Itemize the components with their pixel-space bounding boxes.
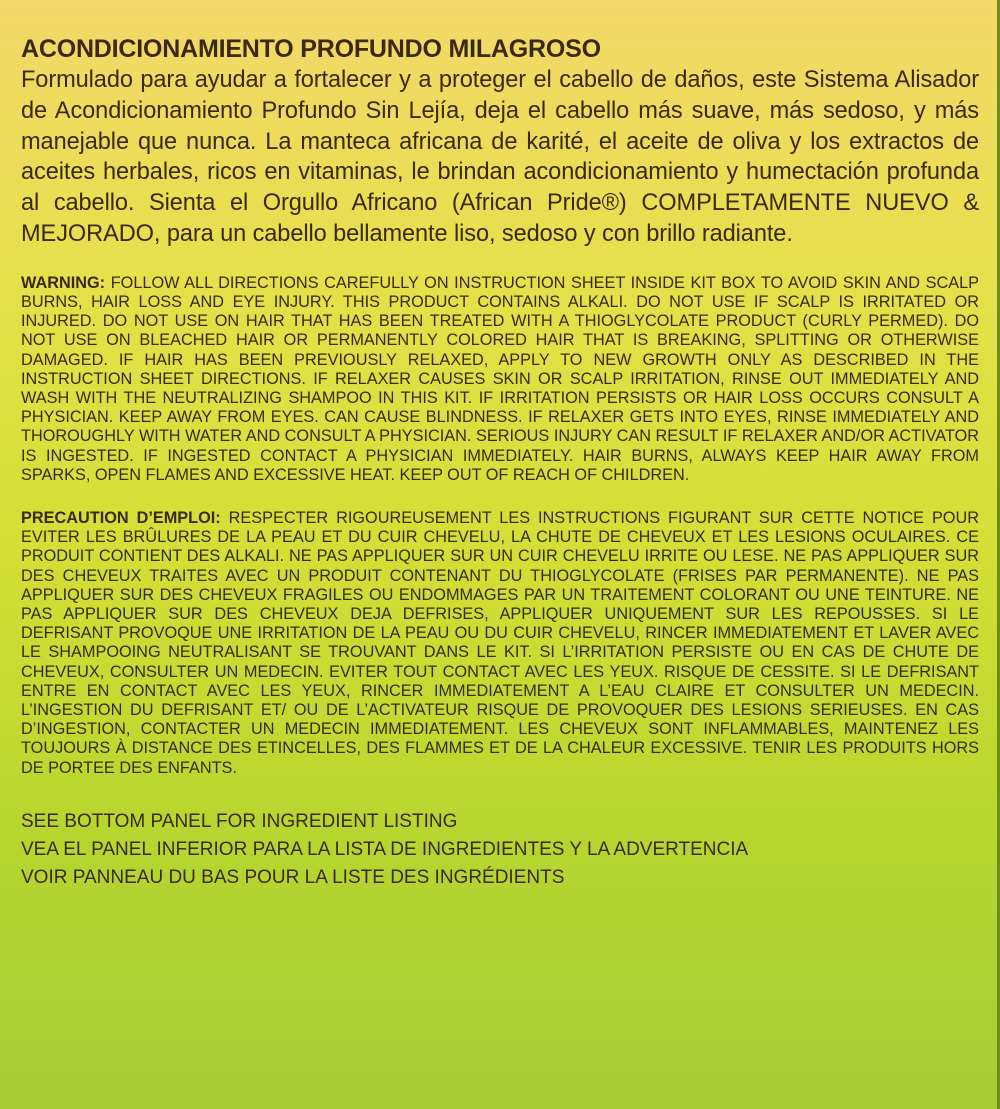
ingredient-notes	[21, 808, 979, 892]
warning-french-text: RESPECTER RIGOUREUSEMENT LES INSTRUCTIONS FIGURANT SUR CETTE NOTICE POUR EVITER LES BRÛLURES DE LA PEAU ET DU CUIR CHEVELU, LA CHUTE DE CHEVEUX ET LES LESIONS OCULAIRES. CE PRODUIT CONTIENT DES ALKALI. NE PAS APPLIQUER SUR UN CUIR CHEVELU IRRITE OU LESE. NE PAS APPLIQUER SUR DES CHEVEUX TRAITES AVEC UN PRODUIT CONTENANT DU THIOGLYCOLATE (FRISES PAR PERMANENTE). NE PAS APPLIQUER SUR DES CHEVEUX FRAGILES OU ENDOMMAGES PAR UN TRAITEMENT COLORANT OU UNE TEINTURE. NE PAS APPLIQUER SUR DES CHEVEUX DEJA DEFRISES, APPLIQUER UNIQUEMENT SUR LES REPOUSSES. SI LE DEFRISANT PROVOQUE UNE IRRITATION DE LA PEAU OU DU CUIR CHEVELU, RINCER IMMEDIATEMENT ET LAVER AVEC LE SHAMPOOING NEUTRALISANT SE TROUVANT DANS LE KIT. SI L’IRRITATION PERSISTE OU EN CAS DE CHUTE DE CHEVEUX, CONSULTER UN MEDECIN. EVITER TOUT CONTACT AVEC LES YEUX. RISQUE DE CESSITE. SI LE DEFRISANT ENTRE EN CONTACT AVEC LES YEUX, RINCER IMMEDIATEMENT A L’EAU CLAIRE ET CONSULTER UN MEDECIN. L’INGESTION DU DEFRISANT ET/ OU DE L’ACTIVATEUR RISQUE DE PROVOQUER DES LESIONS SERIEUSES. EN CAS D’INGESTION, CONTACTER UN MEDECIN IMMEDIATEMENT. LES CHEVEUX SONT INFLAMMABLES, MAINTENEZ LES TOUJOURS À DISTANCE DES ETINCELLES, DES FLAMMES ET DE LA CHALEUR EXCESSIVE. TENIR LES PRODUITS HORS DE PORTEE DES ENFANTS.	[21, 509, 979, 777]
warning-french-label: PRECAUTION D’EMPLOI:	[21, 509, 221, 528]
ingredient-note-english: SEE BOTTOM PANEL FOR INGREDIENT LISTING	[21, 810, 458, 832]
ingredient-note-french: VOIR PANNEAU DU BAS POUR LA LISTE DES INGRÉDIENTS	[21, 866, 565, 888]
ingredient-note-spanish: VEA EL PANEL INFERIOR PARA LA LISTA DE INGREDIENTES Y LA ADVERTENCIA	[21, 838, 749, 860]
spanish-body: Formulado para ayudar a fortalecer y a proteger el cabello de daños, este Sistema Alisador de Acondicionamiento Profundo Sin Lejía, deja el cabello más suave, más sedoso, y más manejable que nunca. La manteca africana de karité, el aceite de oliva y los extractos de aceites herbales, ricos en vitaminas, le brindan acondicionamiento y humectación profunda al cabello. Sienta el Orgullo Africano (African Pride®) COMPLETAMENTE NUEVO & MEJORADO, para un cabello bellamente liso, sedoso y con brillo radiante.	[21, 67, 979, 247]
spanish-description	[21, 34, 979, 250]
spanish-heading: ACONDICIONAMIENTO PROFUNDO MILAGROSO	[21, 35, 601, 63]
warning-french	[21, 509, 979, 778]
warning-english-label: WARNING:	[21, 273, 106, 292]
warning-english-text: FOLLOW ALL DIRECTIONS CAREFULLY ON INSTRUCTION SHEET INSIDE KIT BOX TO AVOID SKIN AND SCALP BURNS, HAIR LOSS AND EYE INJURY. THIS PRODUCT CONTAINS ALKALI. DO NOT USE IF SCALP IS IRRITATED OR INJURED. DO NOT USE ON HAIR THAT HAS BEEN TREATED WITH A THIOGLYCOLATE PRODUCT (CURLY PERMED). DO NOT USE ON BLEACHED HAIR OR PERMANENTLY COLORED HAIR THAT IS BREAKING, SPLITTING OR OTHERWISE DAMAGED. IF HAIR HAS BEEN PREVIOUSLY RELAXED, APPLY TO NEW GROWTH ONLY AS DESCRIBED IN THE INSTRUCTION SHEET DIRECTIONS. IF RELAXER CAUSES SKIN OR SCALP IRRITATION, RINSE OUT IMMEDIATELY AND WASH WITH THE NEUTRALIZING SHAMPOO IN THIS KIT. IF IRRITATION PERSISTS OR HAIR LOSS OCCURS CONSULT A PHYSICIAN. KEEP AWAY FROM EYES. CAN CAUSE BLINDNESS. IF RELAXER GETS INTO EYES, RINSE IMMEDIATELY AND THOROUGHLY WITH WATER AND CONSULT A PHYSICIAN. SERIOUS INJURY CAN RESULT IF RELAXER AND/OR ACTIVATOR IS INGESTED. IF INGESTED CONTACT A PHYSICIAN IMMEDIATELY. HAIR BURNS, ALWAYS KEEP HAIR AWAY FROM SPARKS, OPEN FLAMES AND EXCESSIVE HEAT. KEEP OUT OF REACH OF CHILDREN.	[21, 273, 979, 484]
warning-english	[21, 274, 979, 485]
